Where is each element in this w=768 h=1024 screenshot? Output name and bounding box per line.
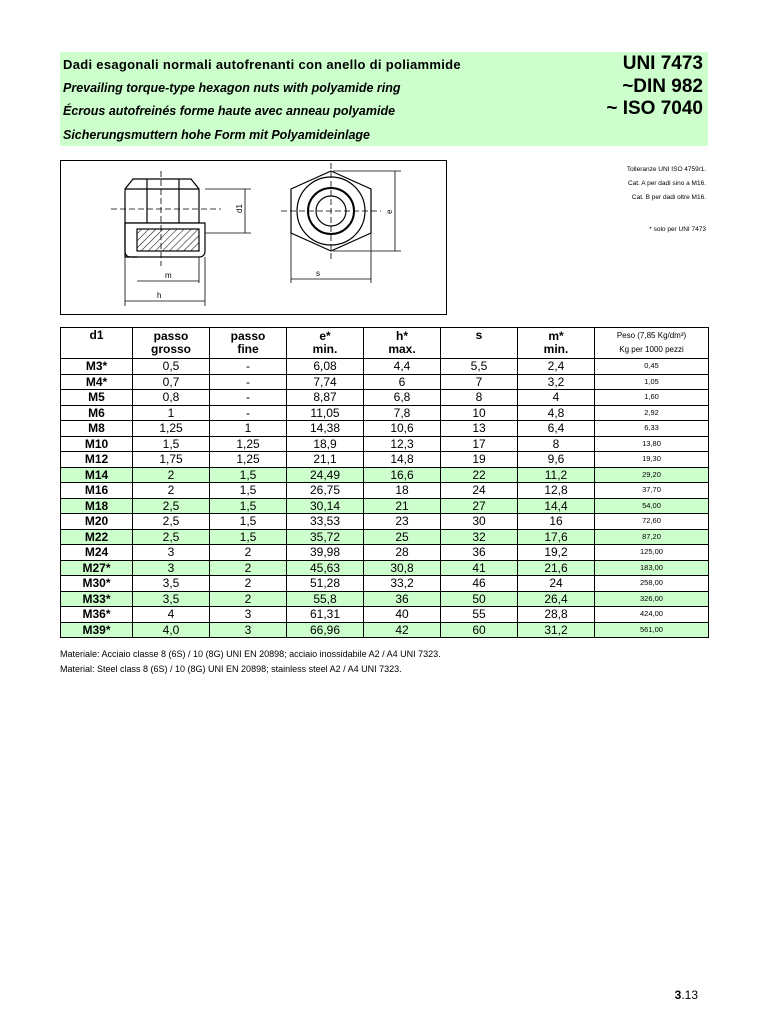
table-cell: 45,63 <box>287 560 364 576</box>
table-cell: 30,8 <box>364 560 441 576</box>
table-cell: 3,5 <box>133 591 210 607</box>
table-cell: 54,00 <box>595 498 709 514</box>
table-cell: 14,4 <box>518 498 595 514</box>
table-cell: 3 <box>210 607 287 623</box>
table-cell: 13 <box>441 421 518 437</box>
h-dim-label: h <box>157 291 162 300</box>
table-cell: 1,5 <box>210 498 287 514</box>
header-peso: Peso (7,85 Kg/dm³) Kg per 1000 pezzi <box>595 328 709 359</box>
table-cell: 2,4 <box>518 359 595 375</box>
nut-drawing-svg <box>61 161 448 316</box>
table-cell: 4 <box>133 607 210 623</box>
table-cell: M20 <box>61 514 133 530</box>
tolerance-notes <box>627 163 706 205</box>
m-dim-label: m <box>165 271 172 280</box>
table-cell: 18 <box>364 483 441 499</box>
table-cell: 29,20 <box>595 467 709 483</box>
top-view <box>281 163 381 261</box>
table-cell: 3 <box>133 560 210 576</box>
table-cell: 6,4 <box>518 421 595 437</box>
table-row <box>61 529 709 545</box>
note-line: Cat. B per dadi oltre M16. <box>631 194 706 201</box>
table-cell: 39,98 <box>287 545 364 561</box>
table-row <box>61 607 709 623</box>
table-cell: 23 <box>364 514 441 530</box>
side-view <box>111 171 221 266</box>
table-cell: 36 <box>364 591 441 607</box>
header-d1: d1 <box>61 328 133 359</box>
table-cell: M30* <box>61 576 133 592</box>
table-cell: 66,96 <box>287 622 364 638</box>
table-cell: 11,05 <box>287 405 364 421</box>
table-cell: M6 <box>61 405 133 421</box>
table-cell: 55 <box>441 607 518 623</box>
title-french: Écrous autofreinés forme haute avec anneau polyamide <box>63 104 396 118</box>
s-dim-label: s <box>316 269 320 278</box>
table-row <box>61 514 709 530</box>
table-cell: 1,5 <box>133 436 210 452</box>
table-cell: 2 <box>133 483 210 499</box>
table-cell: 19,2 <box>518 545 595 561</box>
table-cell: 0,45 <box>595 359 709 375</box>
d1-dimension <box>205 189 251 233</box>
material-italian: Materiale: Acciaio classe 8 (6S) / 10 (8G) UNI EN 20898; acciaio inossidabile A2 / A4 UNI 7323. <box>60 649 441 659</box>
table-cell: M33* <box>61 591 133 607</box>
table-cell: 12,3 <box>364 436 441 452</box>
table-cell: 32 <box>441 529 518 545</box>
table-cell: 424,00 <box>595 607 709 623</box>
table-cell: 2,5 <box>133 514 210 530</box>
table-cell: 11,2 <box>518 467 595 483</box>
note-line: Tolleranze UNI ISO 4759/1. <box>626 166 706 173</box>
table-cell: 2 <box>210 591 287 607</box>
table-cell: 12,8 <box>518 483 595 499</box>
table-cell: M27* <box>61 560 133 576</box>
table-cell: M3* <box>61 359 133 375</box>
dimensions-table <box>60 327 709 638</box>
table-cell: - <box>210 374 287 390</box>
table-cell: 27 <box>441 498 518 514</box>
table-cell: 0,5 <box>133 359 210 375</box>
table-row <box>61 576 709 592</box>
table-cell: 7 <box>441 374 518 390</box>
table-cell: 50 <box>441 591 518 607</box>
table-cell: 21,6 <box>518 560 595 576</box>
header-passo-grosso: passo grosso <box>133 328 210 359</box>
table-cell: 16,6 <box>364 467 441 483</box>
table-cell: 4,0 <box>133 622 210 638</box>
table-cell: 35,72 <box>287 529 364 545</box>
table-body <box>61 359 709 638</box>
table-cell: 10,6 <box>364 421 441 437</box>
table-cell: 2,92 <box>595 405 709 421</box>
table-cell: 24 <box>518 576 595 592</box>
table-cell: 9,6 <box>518 452 595 468</box>
table-cell: 561,00 <box>595 622 709 638</box>
page-number: 3.13 <box>674 988 698 1002</box>
table-cell: 60 <box>441 622 518 638</box>
table-cell: 33,2 <box>364 576 441 592</box>
table-cell: 1 <box>133 405 210 421</box>
table-cell: 61,31 <box>287 607 364 623</box>
table-cell: 0,7 <box>133 374 210 390</box>
table-cell: 31,2 <box>518 622 595 638</box>
table-row <box>61 359 709 375</box>
table-cell: 1,5 <box>210 529 287 545</box>
table-cell: 8 <box>441 390 518 406</box>
table-cell: 40 <box>364 607 441 623</box>
table-cell: M36* <box>61 607 133 623</box>
header-h: h* max. <box>364 328 441 359</box>
table-cell: M14 <box>61 467 133 483</box>
material-notes <box>60 647 441 677</box>
table-row <box>61 622 709 638</box>
table-cell: 13,80 <box>595 436 709 452</box>
table-row <box>61 545 709 561</box>
header-s: s <box>441 328 518 359</box>
table-row <box>61 436 709 452</box>
table-row <box>61 374 709 390</box>
table-cell: M4* <box>61 374 133 390</box>
table-cell: 326,00 <box>595 591 709 607</box>
table-cell: M24 <box>61 545 133 561</box>
table-cell: 2,5 <box>133 498 210 514</box>
table-cell: 2,5 <box>133 529 210 545</box>
table-cell: 46 <box>441 576 518 592</box>
table-cell: 17,6 <box>518 529 595 545</box>
nut-technical-drawing <box>60 160 447 315</box>
table-cell: 1,25 <box>210 452 287 468</box>
table-cell: 25 <box>364 529 441 545</box>
table-cell: 72,60 <box>595 514 709 530</box>
table-cell: M12 <box>61 452 133 468</box>
table-cell: 21 <box>364 498 441 514</box>
table-cell: 19 <box>441 452 518 468</box>
table-row <box>61 591 709 607</box>
table-cell: 4,4 <box>364 359 441 375</box>
table-cell: 30 <box>441 514 518 530</box>
table-cell: 26,4 <box>518 591 595 607</box>
table-cell: 1,5 <box>210 514 287 530</box>
table-cell: 183,00 <box>595 560 709 576</box>
table-cell: 1,75 <box>133 452 210 468</box>
table-cell: 1,5 <box>210 467 287 483</box>
table-cell: 258,00 <box>595 576 709 592</box>
table-cell: 28,8 <box>518 607 595 623</box>
table-row <box>61 452 709 468</box>
table-cell: 2 <box>210 576 287 592</box>
m-dimension <box>125 257 205 306</box>
title-english: Prevailing torque-type hexagon nuts with polyamide ring <box>63 81 401 95</box>
table-row <box>61 390 709 406</box>
table-cell: 3 <box>210 622 287 638</box>
table-cell: 7,8 <box>364 405 441 421</box>
table-cell: 42 <box>364 622 441 638</box>
table-cell: 14,8 <box>364 452 441 468</box>
standard-uni: UNI 7473 <box>622 53 703 74</box>
table-cell: 55,8 <box>287 591 364 607</box>
table-cell: 6 <box>364 374 441 390</box>
table-cell: 18,9 <box>287 436 364 452</box>
table-cell: 7,74 <box>287 374 364 390</box>
table-row <box>61 483 709 499</box>
e-dim-label: e <box>385 209 394 214</box>
table-cell: 36 <box>441 545 518 561</box>
table-header-row <box>61 328 709 359</box>
table-cell: 17 <box>441 436 518 452</box>
table-cell: M18 <box>61 498 133 514</box>
table-cell: 0,8 <box>133 390 210 406</box>
table-cell: 24,49 <box>287 467 364 483</box>
table-cell: 1,25 <box>133 421 210 437</box>
title-italian: Dadi esagonali normali autofrenanti con anello di poliammide <box>63 57 461 72</box>
table-cell: 2 <box>133 467 210 483</box>
table-cell: 1 <box>210 421 287 437</box>
table-row <box>61 498 709 514</box>
table-cell: 6,8 <box>364 390 441 406</box>
table-cell: 8,87 <box>287 390 364 406</box>
table-cell: 1,25 <box>210 436 287 452</box>
table-cell: - <box>210 390 287 406</box>
table-cell: 1,60 <box>595 390 709 406</box>
d1-dim-label: d1 <box>235 204 244 213</box>
table-cell: 6,33 <box>595 421 709 437</box>
table-cell: 21,1 <box>287 452 364 468</box>
title-german: Sicherungsmuttern hohe Form mit Polyamideinlage <box>63 128 370 142</box>
table-cell: 2 <box>210 545 287 561</box>
header-m: m* min. <box>518 328 595 359</box>
header-passo-fine: passo fine <box>210 328 287 359</box>
table-cell: M8 <box>61 421 133 437</box>
table-cell: 4,8 <box>518 405 595 421</box>
table-cell: 19,30 <box>595 452 709 468</box>
table-cell: 4 <box>518 390 595 406</box>
table-cell: 22 <box>441 467 518 483</box>
table-cell: 30,14 <box>287 498 364 514</box>
table-cell: 26,75 <box>287 483 364 499</box>
note-uni-only: * solo per UNI 7473 <box>649 226 706 233</box>
table-cell: 1,05 <box>595 374 709 390</box>
table-row <box>61 467 709 483</box>
table-cell: 51,28 <box>287 576 364 592</box>
table-cell: 41 <box>441 560 518 576</box>
standard-din: ~DIN 982 <box>622 76 703 97</box>
table-cell: 6,08 <box>287 359 364 375</box>
table-cell: M39* <box>61 622 133 638</box>
table-cell: 5,5 <box>441 359 518 375</box>
table-cell: 16 <box>518 514 595 530</box>
table-cell: 10 <box>441 405 518 421</box>
table-cell: 87,20 <box>595 529 709 545</box>
table-cell: 1,5 <box>210 483 287 499</box>
table-cell: 24 <box>441 483 518 499</box>
table-cell: M16 <box>61 483 133 499</box>
table-row <box>61 421 709 437</box>
header-band <box>60 52 708 146</box>
table-cell: M22 <box>61 529 133 545</box>
table-cell: 14,38 <box>287 421 364 437</box>
table-cell: M10 <box>61 436 133 452</box>
table-cell: 3,2 <box>518 374 595 390</box>
table-cell: M5 <box>61 390 133 406</box>
material-english: Material: Steel class 8 (6S) / 10 (8G) UNI EN 20898; stainless steel A2 / A4 UNI 7323. <box>60 664 402 674</box>
standard-iso: ~ ISO 7040 <box>606 98 703 119</box>
note-line: Cat. A per dadi sino a M16. <box>627 180 706 187</box>
table-cell: 125,00 <box>595 545 709 561</box>
table-cell: 3,5 <box>133 576 210 592</box>
table-row <box>61 405 709 421</box>
table-cell: 28 <box>364 545 441 561</box>
table-cell: 8 <box>518 436 595 452</box>
table-cell: 33,53 <box>287 514 364 530</box>
table-cell: 2 <box>210 560 287 576</box>
table-cell: - <box>210 405 287 421</box>
table-cell: - <box>210 359 287 375</box>
table-cell: 37,70 <box>595 483 709 499</box>
header-e: e* min. <box>287 328 364 359</box>
table-row <box>61 560 709 576</box>
table-cell: 3 <box>133 545 210 561</box>
